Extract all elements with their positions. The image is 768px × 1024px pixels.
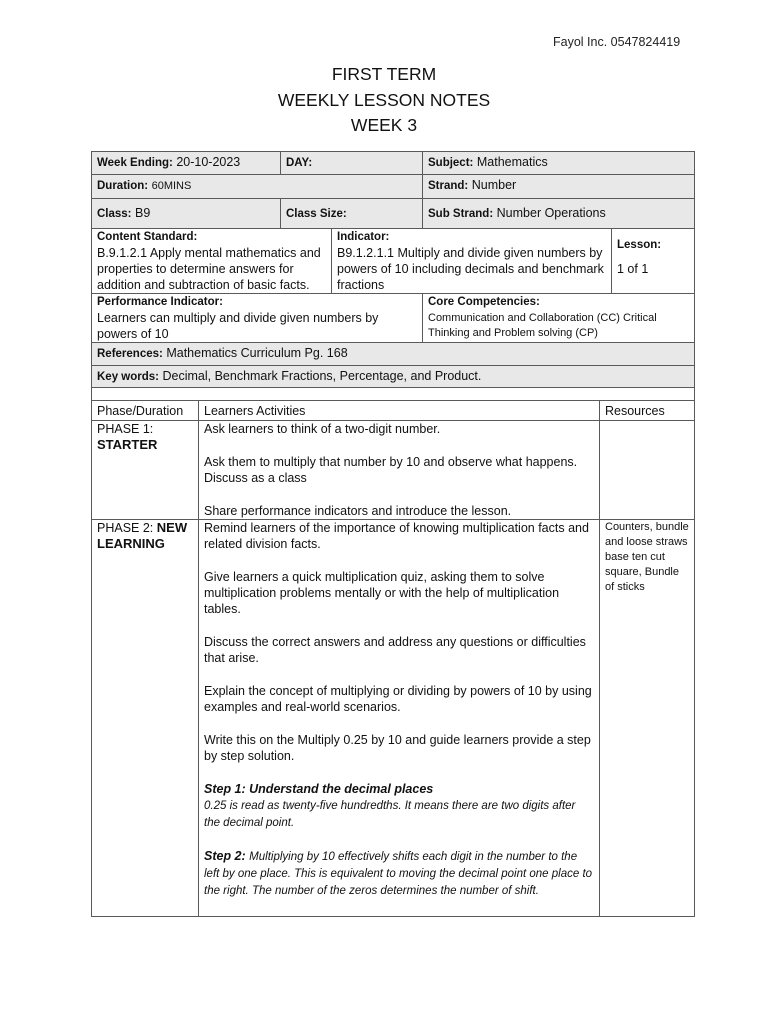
phase2-activities bbox=[198, 519, 600, 917]
subject-label: Subject: bbox=[428, 157, 474, 169]
step2-title: Step 2: bbox=[204, 849, 246, 863]
phase1-resources bbox=[599, 420, 695, 520]
phase2-activity-5: Write this on the Multiply 0.25 by 10 and guide learners provide a step by step solution. bbox=[204, 733, 591, 763]
sub-strand-cell bbox=[422, 198, 695, 229]
duration-cell bbox=[91, 174, 423, 199]
day-cell bbox=[280, 151, 423, 175]
phase2-activity-3: Discuss the correct answers and address any questions or difficulties that arise. bbox=[204, 635, 586, 665]
class-label: Class: bbox=[97, 208, 132, 220]
lesson-value: 1 of 1 bbox=[617, 262, 649, 276]
title-term: FIRST TERM bbox=[331, 64, 437, 84]
class-size-label: Class Size: bbox=[286, 208, 347, 220]
references-cell bbox=[91, 342, 695, 366]
document-title bbox=[0, 62, 768, 139]
keywords-value: Decimal, Benchmark Fractions, Percentage, and Product. bbox=[162, 369, 482, 383]
references-label: References: bbox=[97, 348, 163, 360]
keywords-label: Key words: bbox=[97, 371, 159, 383]
company-contact: Fayol Inc. 0547824419 bbox=[553, 35, 681, 49]
content-standard-label: Content Standard: bbox=[97, 231, 198, 243]
step1-title: Step 1: Understand the decimal places bbox=[204, 782, 434, 796]
core-competencies-cell bbox=[422, 293, 695, 343]
phase1-activity-1: Ask learners to think of a two-digit number. bbox=[204, 422, 441, 436]
performance-indicator-cell bbox=[91, 293, 423, 343]
step2-block bbox=[204, 848, 594, 899]
class-size-cell bbox=[280, 198, 423, 229]
step1-text: 0.25 is read as twenty-five hundredths. It means there are two digits after the decimal point. bbox=[204, 800, 576, 829]
lesson-label: Lesson: bbox=[617, 239, 662, 251]
phase1-activity-2: Ask them to multiply that number by 10 and observe what happens. Discuss as a class bbox=[204, 455, 578, 485]
phase1-name: STARTER bbox=[97, 437, 158, 452]
lesson-cell bbox=[611, 228, 695, 294]
phase1-activities bbox=[198, 420, 600, 520]
class-cell bbox=[91, 198, 281, 229]
step2-text: Multiplying by 10 effectively shifts each digit in the number to the left by one place. This is equivalent to moving the decimal point one place to the right. The number of the zeros determines the number of shift. bbox=[204, 851, 593, 897]
indicator-value: B9.1.2.1.1 Multiply and divide given numbers by powers of 10 including decimals and benchmark fractions bbox=[337, 246, 604, 292]
core-label: Core Competencies: bbox=[428, 296, 540, 308]
subject-value: Mathematics bbox=[476, 155, 548, 169]
step1-block bbox=[204, 781, 594, 831]
phase2-activity-4: Explain the concept of multiplying or dividing by powers of 10 by using examples and real-world scenarios. bbox=[204, 684, 592, 714]
week-ending-cell bbox=[91, 151, 281, 175]
references-value: Mathematics Curriculum Pg. 168 bbox=[166, 346, 348, 360]
strand-value: Number bbox=[471, 178, 517, 192]
phase2-resources: Counters, bundle and loose straws base ten cut square, Bundle of sticks bbox=[599, 519, 695, 917]
week-ending-label: Week Ending: bbox=[97, 157, 173, 169]
performance-value: Learners can multiply and divide given numbers by powers of 10 bbox=[97, 311, 379, 341]
sub-strand-label: Sub Strand: bbox=[428, 208, 494, 220]
class-value: B9 bbox=[135, 206, 151, 220]
col-header-activities: Learners Activities bbox=[198, 400, 600, 421]
phase2-cell bbox=[91, 519, 199, 917]
phase1-label: PHASE 1: bbox=[97, 422, 154, 436]
keywords-cell bbox=[91, 365, 695, 388]
title-week: WEEK 3 bbox=[350, 115, 418, 135]
indicator-label: Indicator: bbox=[337, 231, 390, 243]
col-header-resources: Resources bbox=[599, 400, 695, 421]
phase1-cell bbox=[91, 420, 199, 520]
phase2-name-a: NEW bbox=[156, 520, 188, 535]
strand-cell bbox=[422, 174, 695, 199]
lesson-table bbox=[91, 151, 695, 917]
phase2-name-b: LEARNING bbox=[97, 536, 165, 551]
col-header-phase: Phase/Duration bbox=[91, 400, 199, 421]
phase2-activity-1: Remind learners of the importance of knowing multiplication facts and related division facts. bbox=[204, 521, 589, 551]
duration-value: 60MINS bbox=[151, 180, 192, 192]
phase2-activity-2: Give learners a quick multiplication quiz, asking them to solve multiplication problems mentally or with the help of multiplication tables. bbox=[204, 570, 560, 616]
day-label: DAY: bbox=[286, 157, 313, 169]
week-ending-value: 20-10-2023 bbox=[176, 155, 241, 169]
sub-strand-value: Number Operations bbox=[496, 206, 606, 220]
core-value: Communication and Collaboration (CC) Critical Thinking and Problem solving (CP) bbox=[428, 312, 657, 339]
performance-label: Performance Indicator: bbox=[97, 296, 223, 308]
phase1-activity-3: Share performance indicators and introduce the lesson. bbox=[204, 504, 512, 518]
indicator-cell bbox=[331, 228, 612, 294]
subject-cell bbox=[422, 151, 695, 175]
content-standard-value: B.9.1.2.1 Apply mental mathematics and properties to determine answers for addition and subtraction of basic facts. bbox=[97, 246, 321, 292]
title-notes: WEEKLY LESSON NOTES bbox=[277, 89, 491, 110]
duration-label: Duration: bbox=[97, 180, 149, 192]
phase2-label: PHASE 2: bbox=[97, 521, 154, 535]
content-standard-cell bbox=[91, 228, 332, 294]
spacer-row bbox=[91, 387, 695, 401]
strand-label: Strand: bbox=[428, 180, 469, 192]
